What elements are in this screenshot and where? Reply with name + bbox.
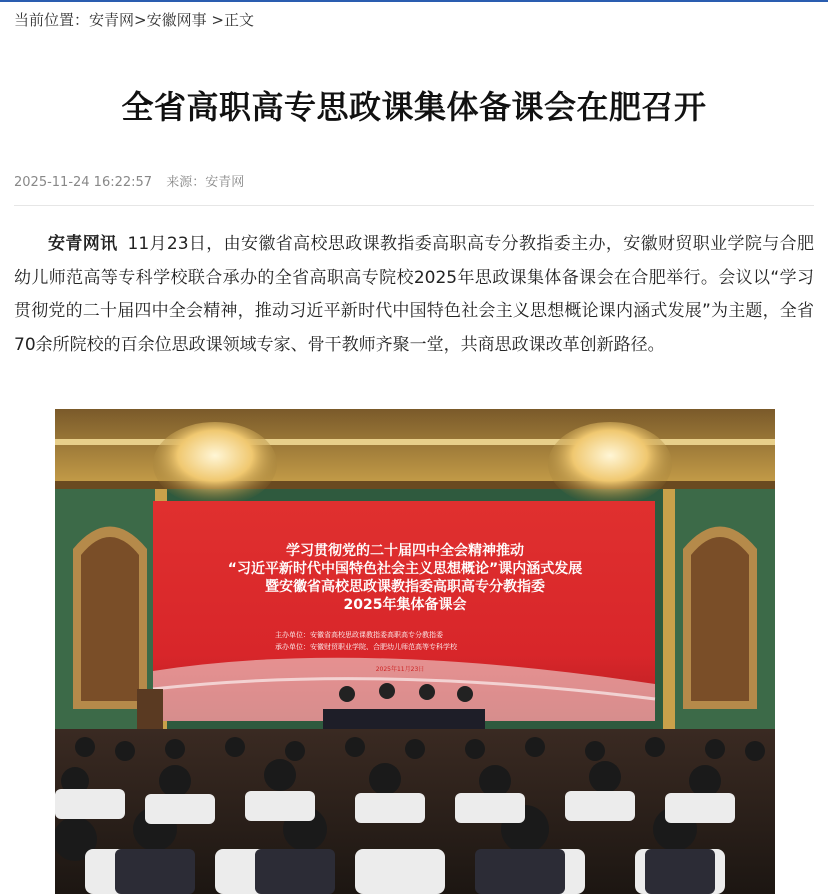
- breadcrumb-current: 正文: [223, 11, 254, 29]
- banner-line-4: 2025年集体备课会: [343, 597, 467, 613]
- breadcrumb-link-section[interactable]: 安徽网事: [146, 11, 207, 29]
- banner-co-organizer: 承办单位：安徽财贸职业学院、合肥幼儿师范高等专科学校: [275, 643, 457, 651]
- article-source: 来源：安青网: [166, 175, 245, 190]
- banner-line-1: 学习贯彻党的二十届四中全会精神推动: [286, 543, 524, 559]
- breadcrumb: [14, 9, 254, 30]
- banner-line-2: “习近平新时代中国特色社会主义思想概论”课内涵式发展: [227, 561, 583, 577]
- article-lead: 安青网讯: [48, 234, 118, 254]
- breadcrumb-link-home[interactable]: 安青网: [89, 11, 135, 29]
- article-title: 全省高职高专思政课集体备课会在肥召开: [121, 88, 707, 126]
- publish-datetime: 2025-11-24 16:22:57: [14, 175, 153, 190]
- banner-date: 2025年11月23日: [375, 666, 425, 673]
- article-body-text: 11月23日，由安徽省高校思政课教指委高职高专分教指委主办，安徽财贸职业学院与合肥幼儿师范高等专科学校联合承办的全省高职高专院校2025年思政课集体备课会在合肥举行。会议以“学习贯彻党的二十届四中全会精神，推动习近平新时代中国特色社会主义思想概论课内涵式发展”为主题，全省70余所院校的百余位思政课领域专家、骨干教师齐聚一堂，共商思政课改革创新路径。: [14, 234, 814, 355]
- article-paragraph: [14, 228, 814, 362]
- top-accent-line: [0, 0, 828, 2]
- meta-divider: [14, 205, 814, 206]
- banner-line-3: 暨安徽省高校思政课教指委高职高专分教指委: [265, 579, 545, 595]
- breadcrumb-separator: >: [206, 11, 224, 29]
- article-photo: [55, 409, 775, 894]
- breadcrumb-separator: >: [134, 11, 147, 29]
- breadcrumb-prefix: 当前位置：: [14, 11, 90, 29]
- article-meta: [14, 171, 254, 190]
- banner-organizer: 主办单位：安徽省高校思政课教指委高职高专分教指委: [275, 631, 443, 639]
